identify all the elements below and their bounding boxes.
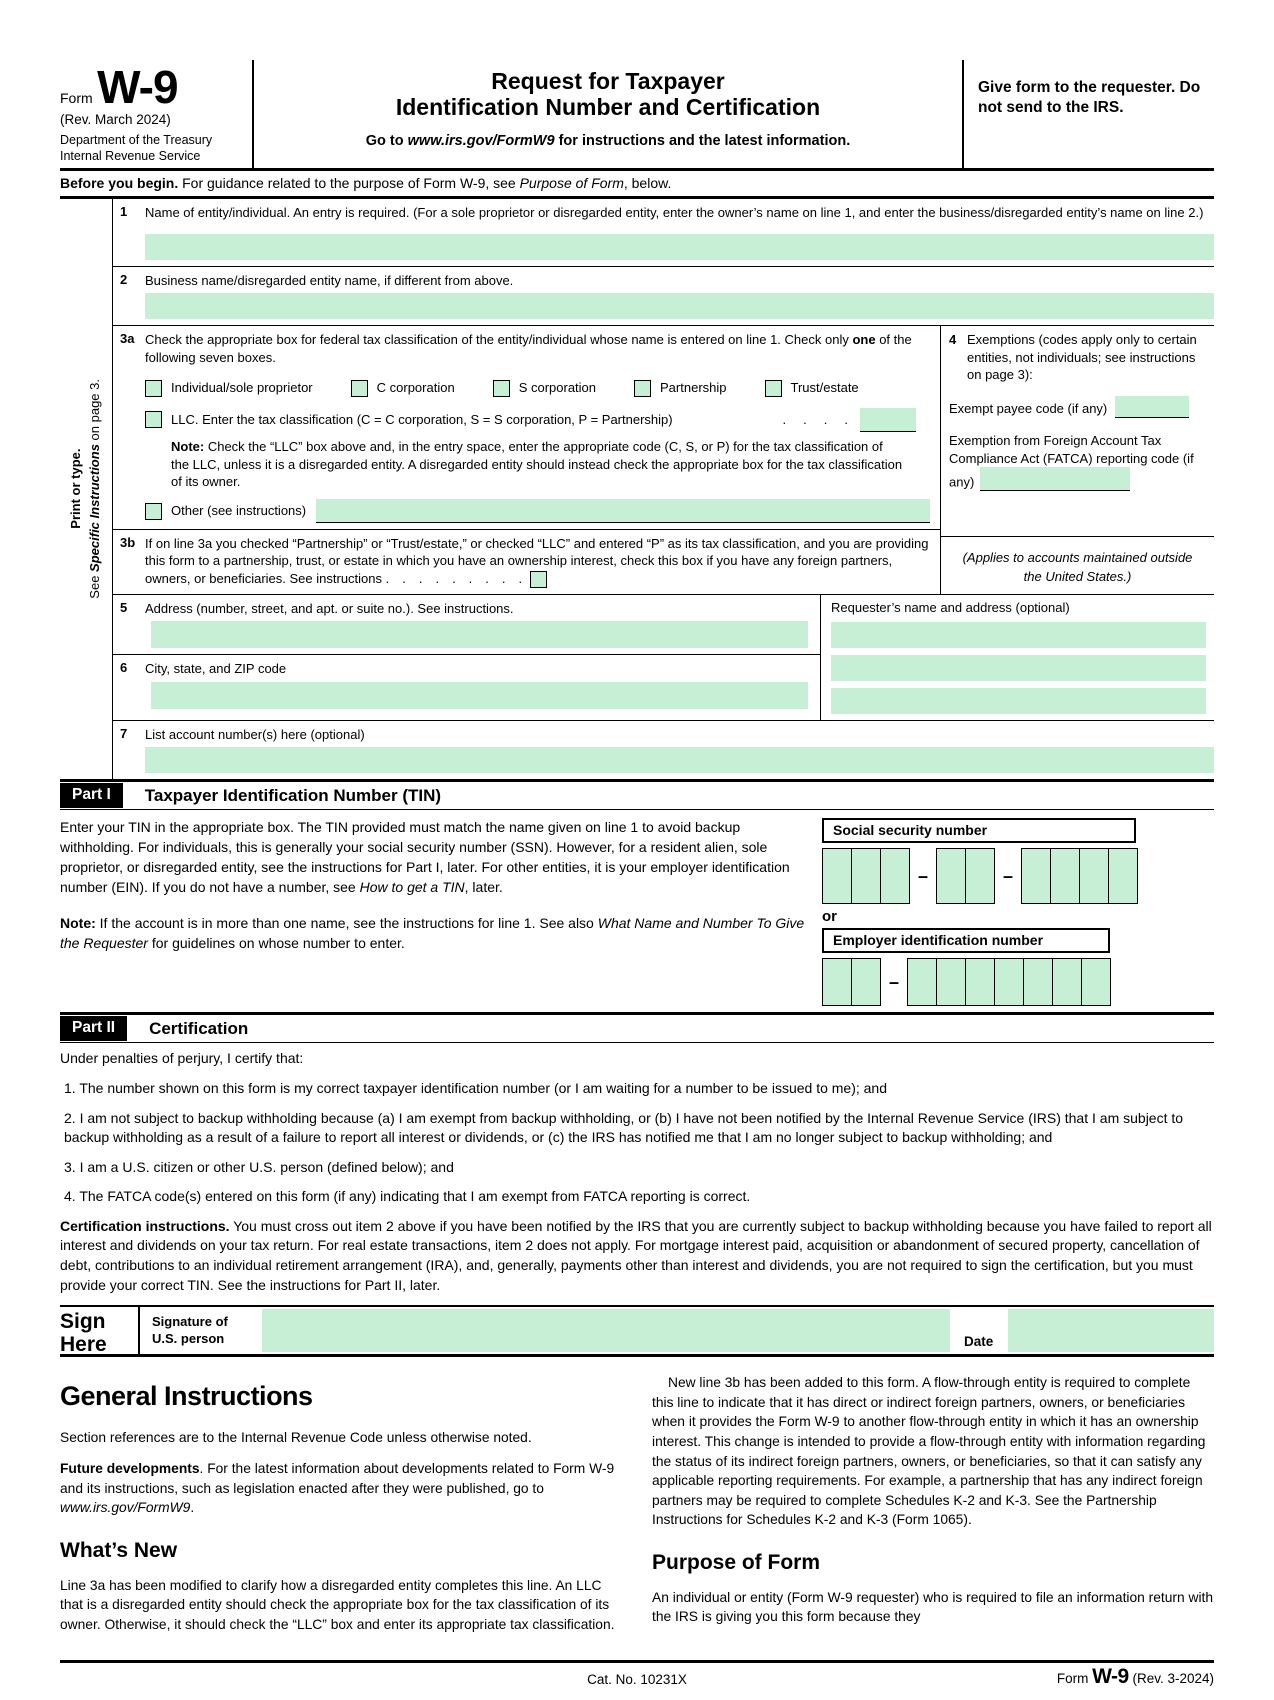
ssn-digit-cell[interactable]: [1108, 848, 1138, 904]
agency-label: Internal Revenue Service: [60, 148, 201, 163]
checkbox-other[interactable]: [145, 503, 162, 520]
account-numbers-field[interactable]: [145, 747, 1214, 773]
ssn-digit-cell[interactable]: [1079, 848, 1109, 904]
sign-here-label: Sign Here: [60, 1307, 140, 1354]
line3b-dot-leader: . . . . . . . . .: [382, 570, 523, 586]
name-input-field[interactable]: [145, 234, 1214, 260]
certification-intro: Under penalties of perjury, I certify that:: [60, 1050, 304, 1067]
part1-body: [60, 810, 1214, 1012]
exempt-payee-label: Exempt payee code (if any): [949, 401, 1108, 417]
ein-digit-cell[interactable]: [907, 958, 937, 1006]
checkbox-c-corp-label: C corporation: [376, 380, 455, 396]
ein-digit-cell[interactable]: [936, 958, 966, 1006]
ein-label: Employer identification number: [822, 928, 1110, 953]
requester-label: Requester’s name and address (optional): [831, 599, 1070, 615]
ein-digit-cell[interactable]: [822, 958, 852, 1006]
line5-line6-block: [113, 595, 1214, 721]
llc-label: LLC. Enter the tax classification (C = C corporation, S = S corporation, P = Partnership): [171, 412, 673, 428]
form-title-block: [252, 60, 964, 168]
goto-instructions-line: Go to www.irs.gov/FormW9 for instructions and the latest information.: [365, 132, 851, 149]
tin-instructions-paragraph: Enter your TIN in the appropriate box. The TIN provided must match the name given on line 1 to avoid backup withholding. For individuals, this is generally your social security number (SSN). However, for a resident alien, sole proprietor, or disregarded entity, see the instructions for Part I, later. For other entities, it is your employer identification number (EIN). If you do not have a number, see How to get a TIN, later.: [60, 819, 790, 895]
date-label: Date: [964, 1334, 994, 1350]
other-label: Other (see instructions): [171, 503, 307, 519]
checkbox-llc[interactable]: [145, 411, 162, 428]
part2-body: [60, 1043, 1214, 1295]
certification-item-1: 1. The number shown on this form is my correct taxpayer identification number (or I am waiting for a number to be issued to me); and: [64, 1079, 888, 1096]
footer-form-reference: Form W-9 (Rev. 3-2024): [1056, 1665, 1214, 1689]
catalog-number: Cat. No. 10231X: [587, 1672, 687, 1688]
line6-number: 6: [120, 660, 128, 676]
applies-note: (Applies to accounts maintained outside the United States.): [962, 550, 1193, 584]
checkbox-s-corporation[interactable]: [493, 380, 510, 397]
ein-digit-cell[interactable]: [1023, 958, 1053, 1006]
line6-label: City, state, and ZIP code: [145, 661, 287, 677]
checkbox-partnership-label: Partnership: [660, 380, 727, 396]
checkbox-s-corp-label: S corporation: [518, 380, 597, 396]
certification-item-3: 3. I am a U.S. citizen or other U.S. person (defined below); and: [64, 1158, 454, 1175]
checkbox-trust-estate[interactable]: [765, 380, 782, 397]
line1-label: Name of entity/individual. An entry is required. (For a sole proprietor or disregarded entity, enter the owner’s name on line 1, and enter the business/disregarded entity’s name on line 2.): [145, 205, 1204, 221]
sign-here-section: [60, 1305, 1214, 1357]
line2-number: 2: [120, 271, 128, 287]
form-word: Form: [60, 90, 93, 106]
whats-new-title: What’s New: [60, 1538, 178, 1562]
line3b-number: 3b: [120, 534, 136, 550]
checkbox-partnership[interactable]: [634, 380, 651, 397]
tin-note-paragraph: Note: If the account is in more than one name, see the instructions for line 1. See also What Name and Number To Give the Requester for guidelines on whose number to enter.: [60, 914, 805, 951]
purpose-of-form-title: Purpose of Form: [652, 1550, 821, 1574]
certification-item-2: 2. I am not subject to backup withholding because (a) I am exempt from backup withholding, or (b) I have not been notified by the Internal Revenue Service (IRS) that I am subject to backup withholding as a result of a failure to report all interest or dividends, or (c) the IRS has notified me that I am no longer subject to backup withholding; and: [64, 1109, 1184, 1146]
ssn-digit-cell[interactable]: [936, 848, 966, 904]
ssn-label: Social security number: [822, 818, 1136, 843]
line2-row: [113, 267, 1214, 327]
ssn-digit-cell[interactable]: [880, 848, 910, 904]
part2-badge: Part II: [60, 1016, 127, 1041]
tin-boxes-column: [822, 818, 1214, 1006]
give-form-note: Give form to the requester. Do not send to the IRS.: [978, 79, 1201, 117]
line5-label: Address (number, street, and apt. or suite no.). See instructions.: [145, 600, 514, 616]
general-instructions-title: General Instructions: [60, 1381, 313, 1412]
line5-number: 5: [120, 599, 128, 615]
part2-title: Certification: [149, 1018, 249, 1038]
ein-dash: –: [888, 971, 899, 992]
line3a-label: Check the appropriate box for federal tax classification of the entity/individual whose name is entered on line 1. Check only one of the following seven boxes.: [145, 332, 912, 365]
form-title-line1: Request for Taxpayer: [491, 68, 725, 94]
line4-number: 4: [949, 332, 957, 348]
future-developments-paragraph: Future developments. For the latest information about developments related to Form W-9 and its instructions, such as legislation enacted after they were published, go to www.irs.gov/FormW9.: [60, 1461, 615, 1516]
ein-digit-cell[interactable]: [965, 958, 995, 1006]
ein-digit-cell[interactable]: [1052, 958, 1082, 1006]
ein-digit-cell[interactable]: [994, 958, 1024, 1006]
ein-digit-cell[interactable]: [1081, 958, 1111, 1006]
line3-line4-block: [113, 326, 1214, 594]
checkbox-trust-estate-label: Trust/estate: [790, 380, 859, 396]
signature-field[interactable]: [262, 1309, 950, 1352]
department-label: Department of the Treasury: [60, 133, 213, 147]
section-references-paragraph: Section references are to the Internal Revenue Code unless otherwise noted.: [60, 1429, 532, 1445]
before-you-begin-note: Before you begin. For guidance related to the purpose of Form W-9, see Purpose of Form, below.: [60, 171, 1214, 199]
requester-column: [820, 595, 1214, 720]
date-field[interactable]: [1008, 1309, 1214, 1352]
ssn-digit-cell[interactable]: [851, 848, 881, 904]
checkbox-c-corporation[interactable]: [351, 380, 368, 397]
line3a-row: [113, 326, 940, 529]
ssn-dash: –: [1002, 865, 1013, 886]
llc-note: Note: Check the “LLC” box above and, in the entry space, enter the appropriate code (C, S, or P) for the tax classification of the LLC, unless it is a disregarded entity. A disregarded entity should instead check the appropriate box for the tax classification of its owner.: [171, 438, 903, 490]
line1-row: [113, 199, 1214, 267]
page-footer: [60, 1660, 1214, 1700]
line4-label: Exemptions (codes apply only to certain entities, not individuals; see instructions on page 3):: [967, 332, 1197, 383]
ein-cells: [822, 958, 1214, 1006]
part1-badge: Part I: [60, 783, 123, 808]
tax-class-s-corp-option: [493, 379, 596, 397]
exempt-payee-code-field[interactable]: [1115, 396, 1189, 418]
instructions-right-column: [652, 1373, 1214, 1646]
tax-class-trust-estate-option: [765, 379, 859, 397]
tax-class-partnership-option: [634, 379, 726, 397]
address-field[interactable]: [151, 621, 808, 648]
checkbox-individual-label: Individual/sole proprietor: [171, 380, 313, 396]
line7-row: [113, 721, 1214, 780]
part2-header: [60, 1012, 1214, 1043]
line3b-row: [113, 530, 940, 594]
form-fields-section: [60, 199, 1214, 779]
certification-item-4: 4. The FATCA code(s) entered on this form (if any) indicating that I am exempt from FATCA reporting is correct.: [64, 1188, 751, 1205]
fatca-code-field[interactable]: [980, 467, 1130, 491]
ssn-digit-cell[interactable]: [1021, 848, 1051, 904]
fatca-row: [949, 432, 1206, 491]
fatca-label: Exemption from Foreign Account Tax Compliance Act (FATCA) reporting code (if any): [949, 432, 1194, 490]
purpose-of-form-paragraph: An individual or entity (Form W-9 requester) who is required to file an information return with the IRS is giving you this form because they: [652, 1589, 1214, 1625]
ssn-digit-cell[interactable]: [965, 848, 995, 904]
new-line-3b-paragraph: New line 3b has been added to this form. A flow-through entity is required to complete this line to indicate that it has direct or indirect foreign partners, owners, or beneficiaries when it provides the Form W-9 to another flow-through entity in which it has an ownership interest. This change is intended to provide a flow-through entity with information regarding the status of its indirect foreign partners, owners, or beneficiaries, so that it can satisfy any applicable reporting requirements. For example, a partnership that has any indirect foreign partners may be required to complete Schedules K-2 and K-3. See the Partnership Instructions for Schedules K-2 and K-3 (Form 1065).: [652, 1375, 1206, 1528]
requester-field-2[interactable]: [831, 655, 1206, 681]
llc-option-row: [145, 408, 930, 432]
form-number: W-9: [97, 61, 178, 113]
signature-of-us-person-label: Signature of U.S. person: [152, 1314, 228, 1347]
part1-header: [60, 779, 1214, 810]
general-instructions-section: [60, 1373, 1214, 1646]
line4-column: [940, 326, 1214, 593]
ein-digit-cell[interactable]: [851, 958, 881, 1006]
line2-label: Business name/disregarded entity name, if different from above.: [145, 272, 514, 288]
line7-number: 7: [120, 725, 128, 741]
line7-label: List account number(s) here (optional): [145, 726, 365, 742]
form-header: [60, 60, 1214, 171]
llc-dot-leader: . . . .: [782, 412, 850, 428]
tax-class-individual-option: [145, 379, 313, 397]
exempt-payee-row: [949, 396, 1206, 418]
checkbox-foreign-partners[interactable]: [530, 571, 547, 588]
line3b-label: If on line 3a you checked “Partnership” or “Trust/estate,” or checked “LLC” and entered “P” as its tax classification, and you are providing this form to a partnership, trust, or estate in which you have an ownership interest, check this box if you have any foreign partners, owners, or beneficiaries. See instructions: [145, 535, 929, 586]
form-title-line2: Identification Number and Certification: [395, 94, 821, 121]
whats-new-paragraph: Line 3a has been modified to clarify how a disregarded entity completes this line. An LLC that is a disregarded entity should check the appropriate box for the tax classification of its owner. Otherwise, it should check the “LLC” box and enter its appropriate tax classification.: [60, 1577, 615, 1632]
ssn-digit-cell[interactable]: [822, 848, 852, 904]
requester-field-1[interactable]: [831, 622, 1206, 648]
business-name-field[interactable]: [145, 293, 1214, 319]
certification-instructions: Certification instructions. You must cross out item 2 above if you have been notified by the IRS that you are currently subject to backup withholding because you have failed to report all interest and dividends on your tax return. For real estate transactions, item 2 does not apply. For mortgage interest paid, acquisition or abandonment of secured property, cancellation of debt, contributions to an individual retirement arrangement (IRA), and, generally, payments other than interest and dividends, you are not required to sign the certification, but you must provide your correct TIN. See the instructions for Part II, later.: [60, 1217, 1212, 1293]
line3a-number: 3a: [120, 331, 135, 347]
line5-row: [113, 595, 820, 656]
tax-class-c-corp-option: [351, 379, 455, 397]
instructions-left-column: [60, 1373, 622, 1646]
line1-number: 1: [120, 204, 128, 220]
ssn-digit-cell[interactable]: [1050, 848, 1080, 904]
city-state-zip-field[interactable]: [151, 682, 808, 709]
checkbox-individual-sole-proprietor[interactable]: [145, 380, 162, 397]
print-or-type-label: Print or type.: [68, 449, 84, 530]
llc-code-field[interactable]: [860, 408, 916, 432]
ssn-dash: –: [917, 865, 928, 886]
ssn-cells: [822, 848, 1214, 904]
form-revision: (Rev. March 2024): [60, 112, 171, 127]
other-classification-field[interactable]: [316, 499, 930, 523]
line6-row: [113, 655, 820, 715]
irs-url: www.irs.gov/FormW9: [407, 132, 555, 149]
requester-field-3[interactable]: [831, 688, 1206, 714]
print-or-type-sidebar: [60, 199, 112, 779]
other-option-row: [145, 499, 930, 523]
form-identity-block: [60, 60, 252, 168]
or-label: or: [822, 908, 837, 926]
part1-title: Taxpayer Identification Number (TIN): [144, 785, 442, 805]
see-instructions-label: See Specific Instructions on page 3.: [87, 379, 102, 600]
